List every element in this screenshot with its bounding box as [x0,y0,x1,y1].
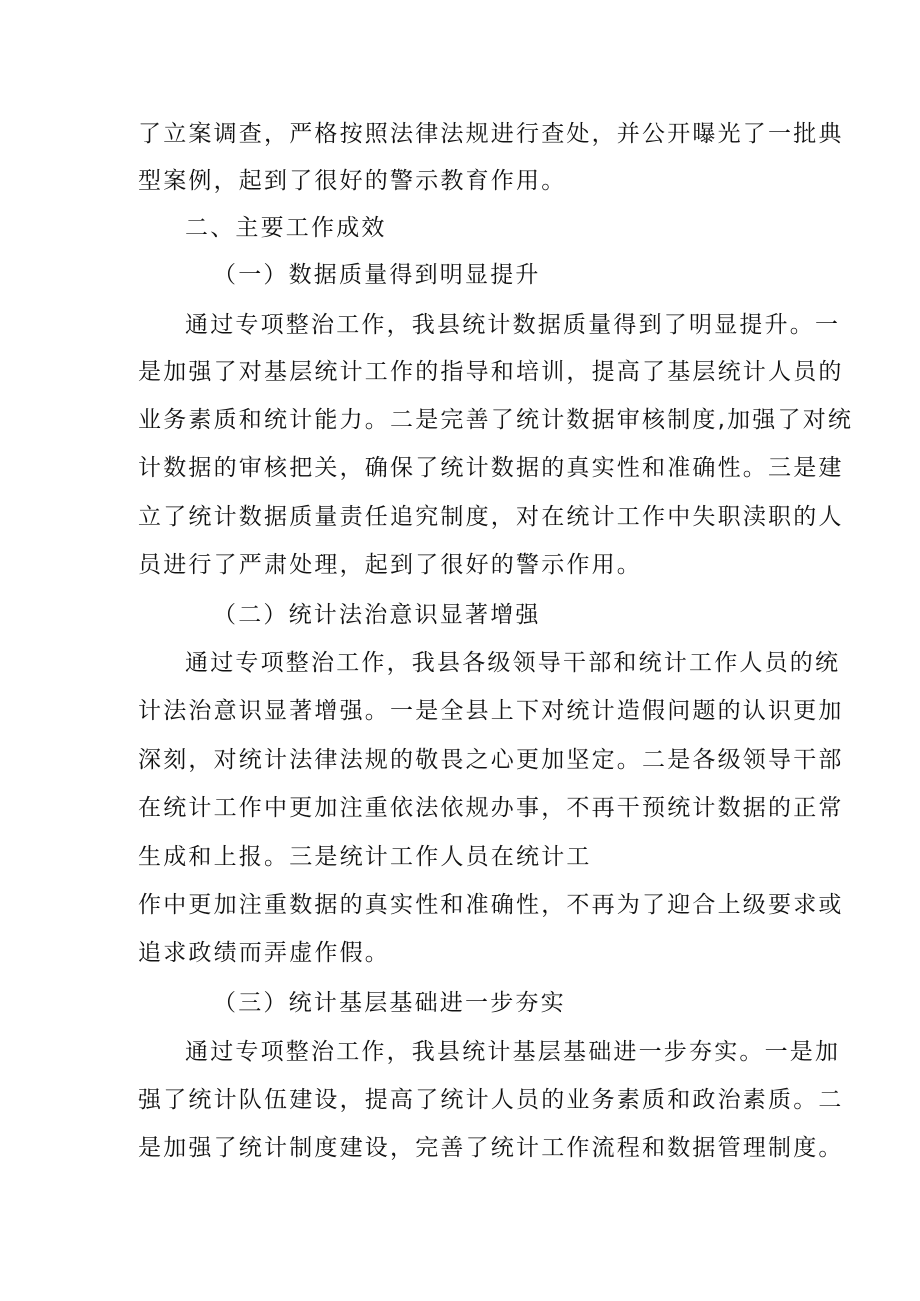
subsection-heading: （一）数据质量得到明显提升 [213,262,541,288]
paragraph-line: 计法治意识显著增强。一是全县上下对统计造假问题的认识更加 [138,698,844,724]
paragraph-line: 型案例，起到了很好的警示教育作用。 [138,168,567,194]
section-heading: 二、主要工作成效 [185,215,387,241]
paragraph-line: 了立案调查，严格按照法律法规进行查处，并公开曝光了一批典 [138,121,844,147]
paragraph-line: 通过专项整治工作，我县统计基层基础进一步夯实。一是加 [185,1039,841,1065]
subsection-heading: （二）统计法治意识显著增强 [213,602,541,628]
paragraph-line: 计数据的审核把关，确保了统计数据的真实性和准确性。三是建 [138,455,844,481]
paragraph-line: 在统计工作中更加注重依法依规办事，不再干预统计数据的正常 [138,795,844,821]
subsection-heading: （三）统计基层基础进一步夯实 [213,990,566,1016]
paragraph-line: 立了统计数据质量责任追究制度，对在统计工作中失职渎职的人 [138,504,844,530]
paragraph-line: 深刻，对统计法律法规的敬畏之心更加坚定。二是各级领导干部 [138,747,844,773]
paragraph-line: 业务素质和统计能力。二是完善了统计数据审核制度,加强了对统 [138,407,854,433]
paragraph-line: 追求政绩而弄虚作假。 [138,940,390,966]
paragraph-line: 作中更加注重数据的真实性和准确性，不再为了迎合上级要求或 [138,892,844,918]
paragraph-line: 强了统计队伍建设，提高了统计人员的业务素质和政治素质。二 [138,1087,844,1113]
paragraph-line: 生成和上报。三是统计工作人员在统计工 [138,844,592,870]
paragraph-line: 通过专项整治工作，我县统计数据质量得到了明显提升。一 [185,312,841,338]
paragraph-line: 员进行了严肃处理，起到了很好的警示作用。 [138,552,642,578]
paragraph-line: 是加强了对基层统计工作的指导和培训，提高了基层统计人员的 [138,359,844,385]
paragraph-line: 是加强了统计制度建设，完善了统计工作流程和数据管理制度。 [138,1135,844,1161]
paragraph-line: 通过专项整治工作，我县各级领导干部和统计工作人员的统 [185,650,841,676]
